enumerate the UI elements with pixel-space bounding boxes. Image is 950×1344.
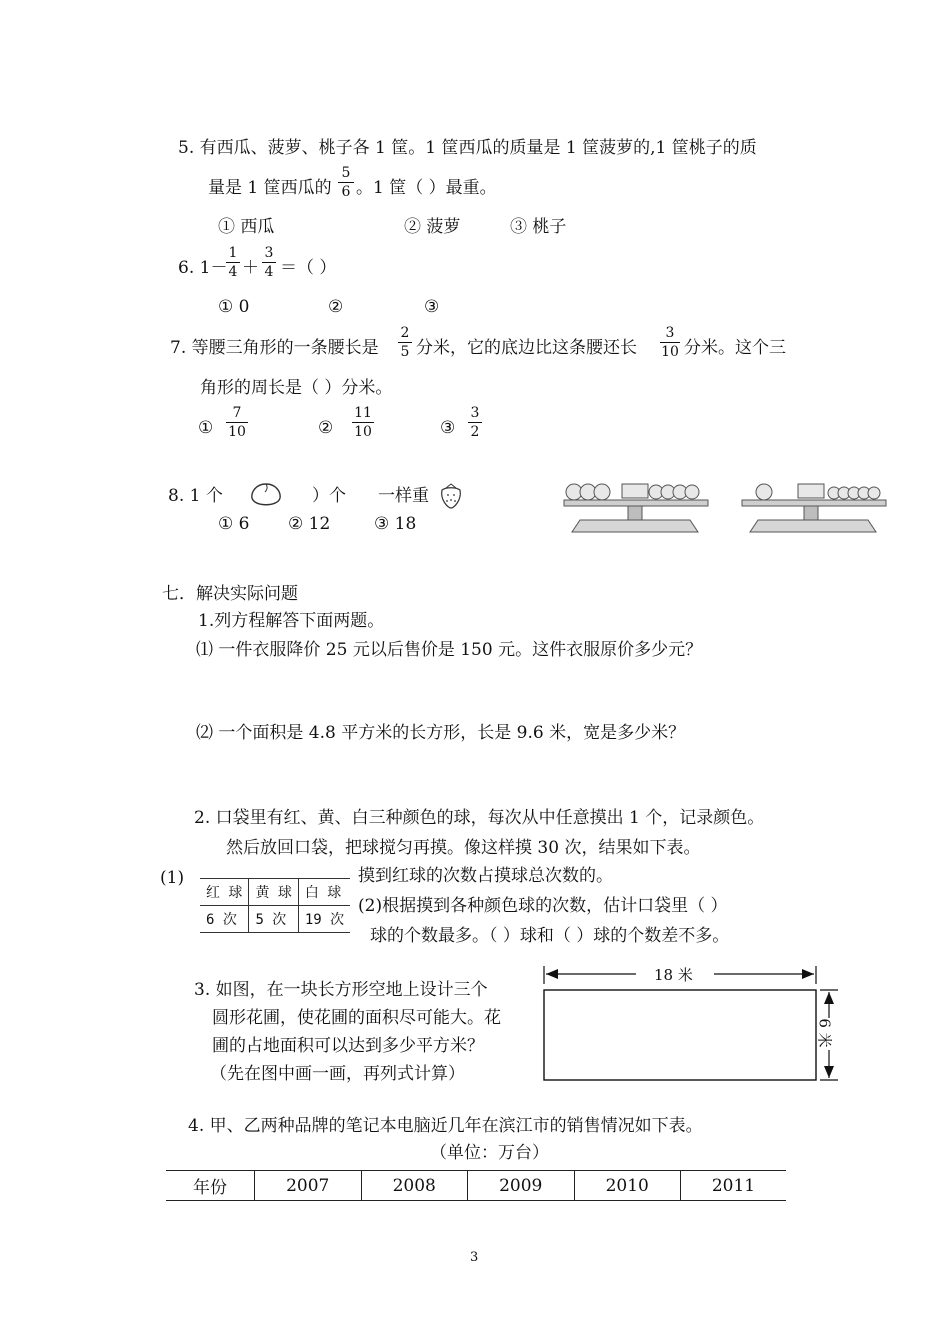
table-header-2011: 2011 xyxy=(681,1171,787,1201)
q7-line1b: 分米，它的底边比这条腰还长 xyxy=(416,338,637,358)
balance-scale-2-image xyxy=(738,476,888,536)
q3-line3: 圃的占地面积可以达到多少平方米？ xyxy=(212,1036,484,1056)
q5-line2b: 。1 筐（ ）最重。 xyxy=(356,178,497,198)
q7-option-2-fraction: 11 10 xyxy=(352,406,374,439)
q8-option-1[interactable]: ① 6 xyxy=(218,514,250,534)
q8-text-a: 8. 1 个 xyxy=(168,486,223,506)
table-header-2009: 2009 xyxy=(468,1171,575,1201)
q5-option-3[interactable]: ③ 桃子 xyxy=(510,217,567,237)
q8-text-c: 一样重 xyxy=(378,486,429,506)
q2-line2: 然后放回口袋，把球搅匀再摸。像这样摸 30 次，结果如下表。 xyxy=(226,838,701,858)
table-header-year: 年份 xyxy=(166,1171,255,1201)
section-7-p1: 1.列方程解答下面两题。 xyxy=(198,611,385,631)
q6-suffix: ＝（ ） xyxy=(280,258,337,278)
page-number: 3 xyxy=(470,1250,479,1265)
q7-line1a: 7. 等腰三角形的一条腰长是 xyxy=(170,338,379,358)
q7-option-1-mark[interactable]: ① xyxy=(198,418,214,438)
q7-fraction-1: 2 5 xyxy=(398,326,412,359)
q6-option-2[interactable]: ② xyxy=(328,297,344,317)
q5-line1: 5. 有西瓜、菠萝、桃子各 1 筐。1 筐西瓜的质量是 1 筐菠萝的,1 筐桃子的质 xyxy=(178,138,757,158)
q6-fraction-2: 3 4 xyxy=(262,246,276,279)
q2-label-1: (1) xyxy=(160,868,185,888)
section-7-title: 七．解决实际问题 xyxy=(162,584,298,604)
q8-option-3[interactable]: ③ 18 xyxy=(374,514,417,534)
table-cell-red: 6 次 xyxy=(200,906,249,933)
q8-text-b: ）个 xyxy=(312,486,346,506)
q2-sub2: (2)根据摸到各种颜色球的次数，估计口袋里（ ） xyxy=(358,896,728,916)
q6-option-1[interactable]: ① 0 xyxy=(218,297,250,317)
section-7-p1b: ⑵ 一个面积是 4.8 平方米的长方形，长是 9.6 米，宽是多少米？ xyxy=(196,723,686,743)
q8-option-2[interactable]: ② 12 xyxy=(288,514,331,534)
table-header-2008: 2008 xyxy=(361,1171,468,1201)
q7-line1c: 分米。这个三 xyxy=(684,338,786,358)
q7-option-2-mark[interactable]: ② xyxy=(318,418,334,438)
q7-fraction-2: 3 10 xyxy=(661,325,679,360)
q4-line1: 4. 甲、乙两种品牌的笔记本电脑近几年在滨江市的销售情况如下表。 xyxy=(188,1116,703,1136)
q2-line1: 2. 口袋里有红、黄、白三种颜色的球，每次从中任意摸出 1 个，记录颜色。 xyxy=(194,808,765,828)
q3-line4: （先在图中画一画，再列式计算） xyxy=(210,1064,465,1084)
q3-line2: 圆形花圃，使花圃的面积尽可能大。花 xyxy=(212,1008,501,1028)
q5-fraction: 5 6 xyxy=(338,166,354,199)
table-header-white: 白 球 xyxy=(298,879,350,906)
table-header-2007: 2007 xyxy=(255,1171,362,1201)
peach-icon xyxy=(248,480,284,510)
q7-line2: 角形的周长是（ ）分米。 xyxy=(200,378,393,398)
q6-prefix: 6. 1－ xyxy=(178,258,228,278)
table-header-2010: 2010 xyxy=(574,1171,681,1201)
q5-line2a: 量是 1 筐西瓜的 xyxy=(208,178,332,198)
q4-unit: （单位：万台） xyxy=(430,1143,549,1163)
table-header-red: 红 球 xyxy=(200,879,249,906)
strawberry-icon xyxy=(436,482,466,510)
q6-fraction-1: 1 4 xyxy=(226,246,240,279)
table-row xyxy=(166,1171,786,1201)
width-label: 18 米 xyxy=(654,966,693,984)
table-row xyxy=(200,906,350,933)
q2-sub1: 摸到红球的次数占摸球总次数的。 xyxy=(358,866,613,886)
q2-sub3: 球的个数最多。（ ）球和（ ）球的个数差不多。 xyxy=(370,926,730,946)
section-7-p1a: ⑴ 一件衣服降价 25 元以后售价是 150 元。这件衣服原价多少元？ xyxy=(196,640,703,660)
q6-option-3[interactable]: ③ xyxy=(424,297,440,317)
q7-option-1-fraction: 7 10 xyxy=(226,406,248,439)
q5-option-2[interactable]: ② 菠萝 xyxy=(404,217,461,237)
table-row xyxy=(200,879,350,906)
height-label: 6 米 xyxy=(815,1018,834,1048)
sales-table xyxy=(166,1170,786,1201)
table-cell-yellow: 5 次 xyxy=(249,906,298,933)
ball-count-table xyxy=(200,878,350,933)
q5-option-1[interactable]: ① 西瓜 xyxy=(218,217,275,237)
table-cell-white: 19 次 xyxy=(298,906,350,933)
table-header-yellow: 黄 球 xyxy=(249,879,298,906)
q7-option-3-fraction: 3 2 xyxy=(468,406,482,439)
q7-option-3-mark[interactable]: ③ xyxy=(440,418,456,438)
balance-scale-1-image xyxy=(560,476,710,536)
q6-plus: ＋ xyxy=(242,258,259,278)
q3-line1: 3. 如图，在一块长方形空地上设计三个 xyxy=(194,980,488,1000)
